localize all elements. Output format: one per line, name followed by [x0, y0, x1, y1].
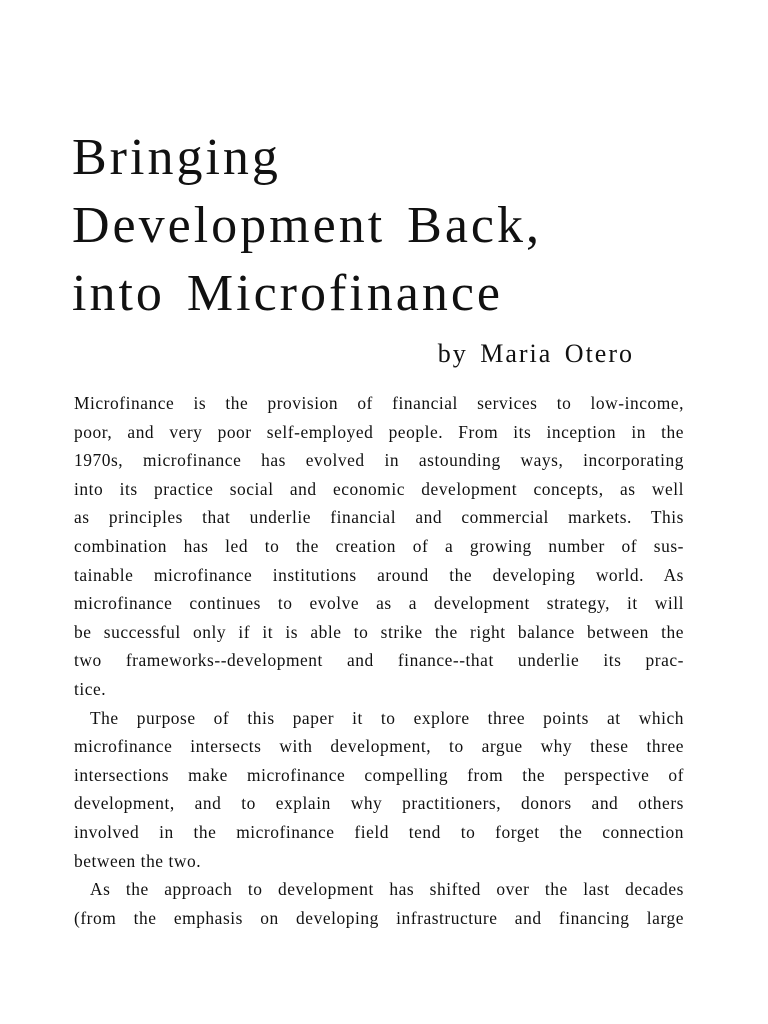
- text-line: two frameworks--development and finance--that underlie its prac-: [74, 650, 684, 671]
- text-line: between the two.: [74, 850, 202, 871]
- paragraph: [74, 389, 684, 704]
- document-title: [72, 124, 712, 328]
- paragraph: [74, 704, 684, 876]
- text-line: tice.: [74, 678, 107, 699]
- article-body: [74, 389, 684, 932]
- title-line: Bringing: [72, 129, 281, 186]
- text-line: combination has led to the creation of a growing number of sus-: [74, 535, 684, 556]
- title-line: Development Back,: [72, 197, 542, 254]
- paragraph: [74, 875, 684, 932]
- text-line: development, and to explain why practitioners, donors and others: [74, 793, 684, 814]
- text-line: microfinance intersects with development, to argue why these three: [74, 736, 684, 757]
- author-byline: by Maria Otero: [437, 339, 634, 368]
- text-line: intersections make microfinance compelling from the perspective of: [74, 764, 684, 785]
- text-line: The purpose of this paper it to explore three points at which: [90, 707, 684, 728]
- text-line: 1970s, microfinance has evolved in astounding ways, incorporating: [74, 450, 684, 471]
- text-line: involved in the microfinance field tend to forget the connection: [74, 821, 684, 842]
- text-line: as principles that underlie financial and commercial markets. This: [74, 507, 684, 528]
- text-line: Microfinance is the provision of financial services to low-income,: [74, 393, 684, 413]
- text-line: poor, and very poor self-employed people. From its inception in the: [74, 421, 684, 442]
- title-line: into Microfinance: [72, 265, 503, 322]
- text-line: tainable microfinance institutions around the developing world. As: [74, 564, 684, 585]
- text-line: into its practice social and economic development concepts, as well: [74, 478, 684, 499]
- text-line: microfinance continues to evolve as a development strategy, it will: [74, 593, 684, 614]
- text-line: be successful only if it is able to strike the right balance between the: [74, 621, 684, 642]
- text-line: (from the emphasis on developing infrastructure and financing large: [74, 907, 684, 928]
- text-line: As the approach to development has shifted over the last decades: [90, 879, 684, 900]
